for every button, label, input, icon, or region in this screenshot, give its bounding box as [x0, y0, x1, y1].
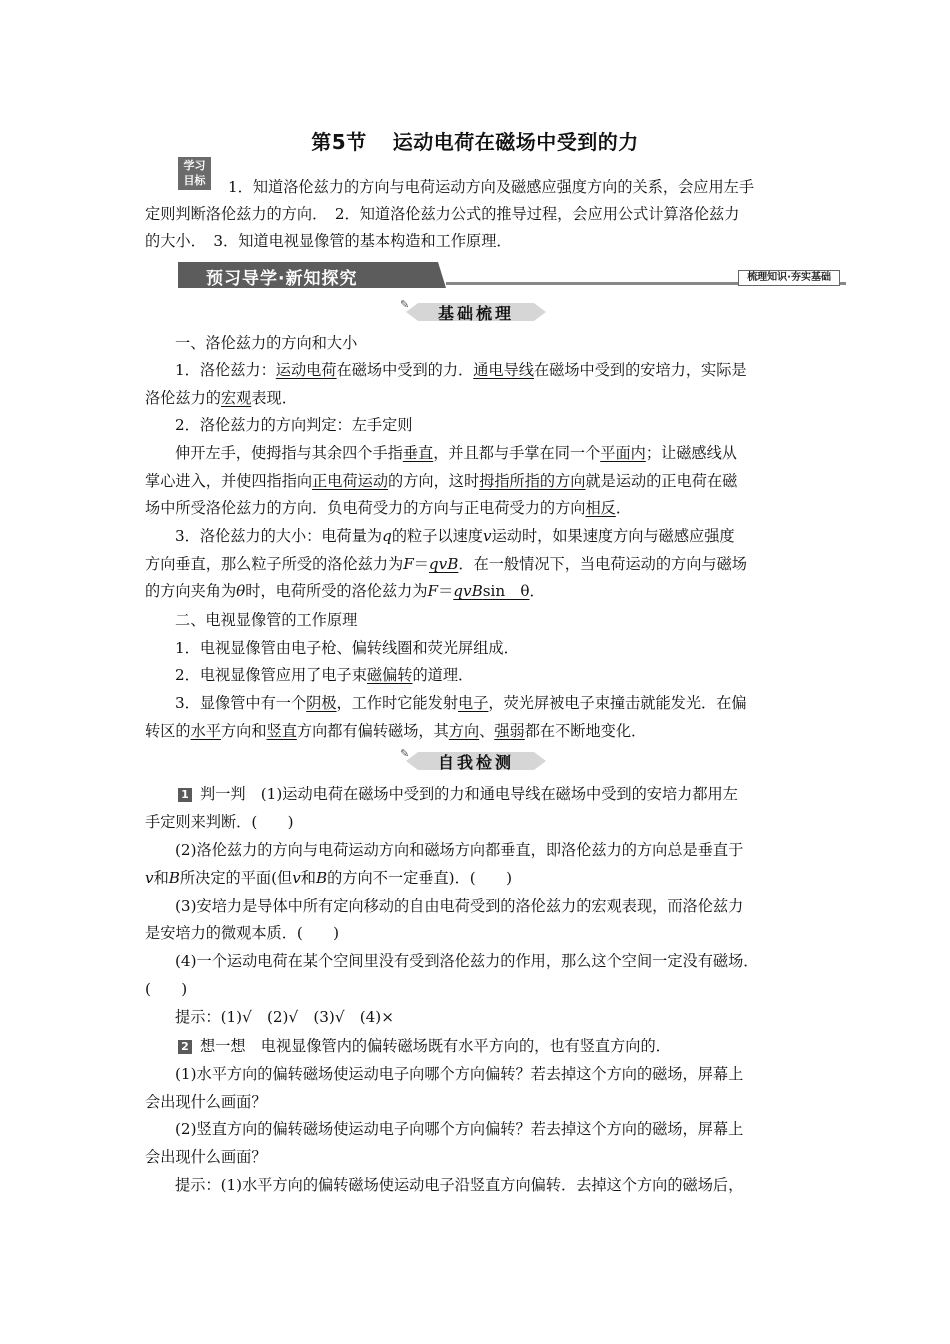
learning-objectives-badge — [178, 157, 211, 190]
part2-p1: 1．电视显像管由电子枪、偏转线圈和荧光屏组成． — [175, 639, 519, 657]
sparkle-icon: ✎ — [400, 298, 410, 311]
q1-line1: 1 判一判 (1)运动电荷在磁场中受到的力和通电导线在磁场中受到的安培力都用左 — [178, 784, 840, 804]
part1-heading: 一、洛伦兹力的方向和大小 — [175, 334, 358, 352]
blank-answer: 电子 — [458, 694, 489, 712]
part1-p3-line2: 掌心进入，并使四指指向正电荷运动的方向，这时拇指所指的方向就是运动的正电荷在磁 — [145, 472, 738, 490]
part2-p3-line2: 转区的水平方向和竖直方向都有偏转磁场，其方向、强弱都在不断地变化． — [145, 722, 647, 740]
q1-line6: 是安培力的微观本质．( ) — [145, 924, 340, 942]
part2-p2: 2．电视显像管应用了电子束磁偏转的道理． — [175, 666, 474, 684]
section-banner — [178, 262, 846, 288]
blank-answer: qvB — [428, 555, 459, 573]
q1-line3: (2)洛伦兹力的方向与电荷运动方向和磁场方向都垂直，即洛伦兹力的方向总是垂直于 — [175, 841, 744, 859]
blank-answer: 竖直 — [266, 722, 297, 740]
q1-line2: 手定则来判断．( ) — [145, 813, 294, 831]
q1-line8: ( ) — [145, 980, 188, 998]
blank-answer: 拇指所指的方向 — [479, 472, 586, 490]
q1-hint: 提示：(1)√ (2)√ (3)√ (4)× — [175, 1008, 394, 1026]
q2-line3: 会出现什么画面？ — [145, 1093, 267, 1111]
q2-line2: (1)水平方向的偏转磁场使运动电子向哪个方向偏转？若去掉这个方向的磁场，屏幕上 — [175, 1065, 744, 1083]
subsection-header-basics — [400, 298, 546, 323]
question-number-icon: 2 — [178, 1040, 192, 1054]
objectives-line-3: 的大小． 3．知道电视显像管的基本构造和工作原理． — [145, 232, 512, 250]
part1-p3-line3: 场中所受洛伦兹力的方向．负电荷受力的方向与正电荷受力的方向相反． — [145, 499, 631, 517]
blank-answer: 阴极 — [306, 694, 337, 712]
blank-answer: 强弱 — [494, 722, 525, 740]
blank-answer: 水平 — [190, 722, 221, 740]
part1-p1-line2: 洛伦兹力的宏观表现． — [145, 389, 297, 407]
objectives-line-2: 定则判断洛伦兹力的方向． 2．知道洛伦兹力公式的推导过程，会应用公式计算洛伦兹力 — [145, 205, 740, 223]
sparkle-icon: ✎ — [400, 747, 410, 760]
part1-p2: 2．洛伦兹力的方向判定：左手定则 — [175, 416, 413, 434]
objectives-line-1: 1．知道洛伦兹力的方向与电荷运动方向及磁感应强度方向的关系，会应用左手 — [228, 178, 755, 196]
q2-hint: 提示：(1)水平方向的偏转磁场使运动电子沿竖直方向偏转．去掉这个方向的磁场后， — [175, 1176, 744, 1194]
q1-line7: (4)一个运动电荷在某个空间里没有受到洛伦兹力的作用，那么这个空间一定没有磁场． — [175, 952, 759, 970]
badge-line-2: 目标 — [183, 174, 206, 187]
blank-answer: 平面内 — [600, 444, 646, 462]
q2-line4: (2)竖直方向的偏转磁场使运动电子向哪个方向偏转？若去掉这个方向的磁场，屏幕上 — [175, 1120, 744, 1138]
blank-answer: qvBsin θ — [453, 582, 530, 600]
q1-line4: v和B所决定的平面(但v和B的方向不一定垂直)．( ) — [145, 869, 512, 887]
part1-p4-line3: 的方向夹角为θ时，电荷所受的洛伦兹力为F＝qvBsin θ． — [145, 582, 545, 600]
header-label: 基础梳理 — [437, 304, 514, 323]
q2-line5: 会出现什么画面？ — [145, 1148, 267, 1166]
q2-line1: 2 想一想 电视显像管内的偏转磁场既有水平方向的，也有竖直方向的． — [178, 1036, 840, 1056]
subsection-header-check — [400, 747, 546, 772]
banner-tag: 梳理知识·夯实基础 — [738, 270, 840, 286]
section-number: 第5节 — [311, 130, 367, 154]
section-name: 运动电荷在磁场中受到的力 — [392, 130, 639, 154]
badge-line-1: 学习 — [183, 159, 206, 172]
part1-p1-line1: 1．洛伦兹力：运动电荷在磁场中受到的力．通电导线在磁场中受到的安培力，实际是 — [175, 361, 747, 379]
part1-p4-line2: 方向垂直，那么粒子所受的洛伦兹力为F＝qvB．在一般情况下，当电荷运动的方向与磁场 — [145, 555, 747, 573]
part2-p3-line1: 3．显像管中有一个阴极，工作时它能发射电子，荧光屏被电子束撞击就能发光．在偏 — [175, 694, 747, 712]
question-number-icon: 1 — [178, 788, 192, 802]
blank-answer: 通电导线 — [473, 361, 534, 379]
blank-answer: 宏观 — [220, 389, 252, 407]
blank-answer: 磁偏转 — [366, 666, 413, 684]
blank-answer: 相反 — [585, 499, 616, 517]
blank-answer: 运动电荷 — [275, 361, 337, 379]
part2-heading: 二、电视显像管的工作原理 — [175, 611, 358, 629]
page-title — [0, 126, 950, 155]
blank-answer: 垂直 — [402, 444, 434, 462]
blank-answer: 方向 — [448, 722, 480, 740]
part1-p4-line1: 3．洛伦兹力的大小：电荷量为q的粒子以速度v运动时，如果速度方向与磁感应强度 — [175, 527, 735, 545]
blank-answer: 正电荷运动 — [312, 472, 388, 490]
header-label: 自我检测 — [437, 753, 514, 772]
part1-p3-line1: 伸开左手，使拇指与其余四个手指垂直，并且都与手掌在同一个平面内；让磁感线从 — [175, 444, 737, 462]
q1-line5: (3)安培力是导体中所有定向移动的自由电荷受到的洛伦兹力的宏观表现，而洛伦兹力 — [175, 897, 744, 915]
banner-label: 预习导学·新知探究 — [206, 269, 358, 289]
